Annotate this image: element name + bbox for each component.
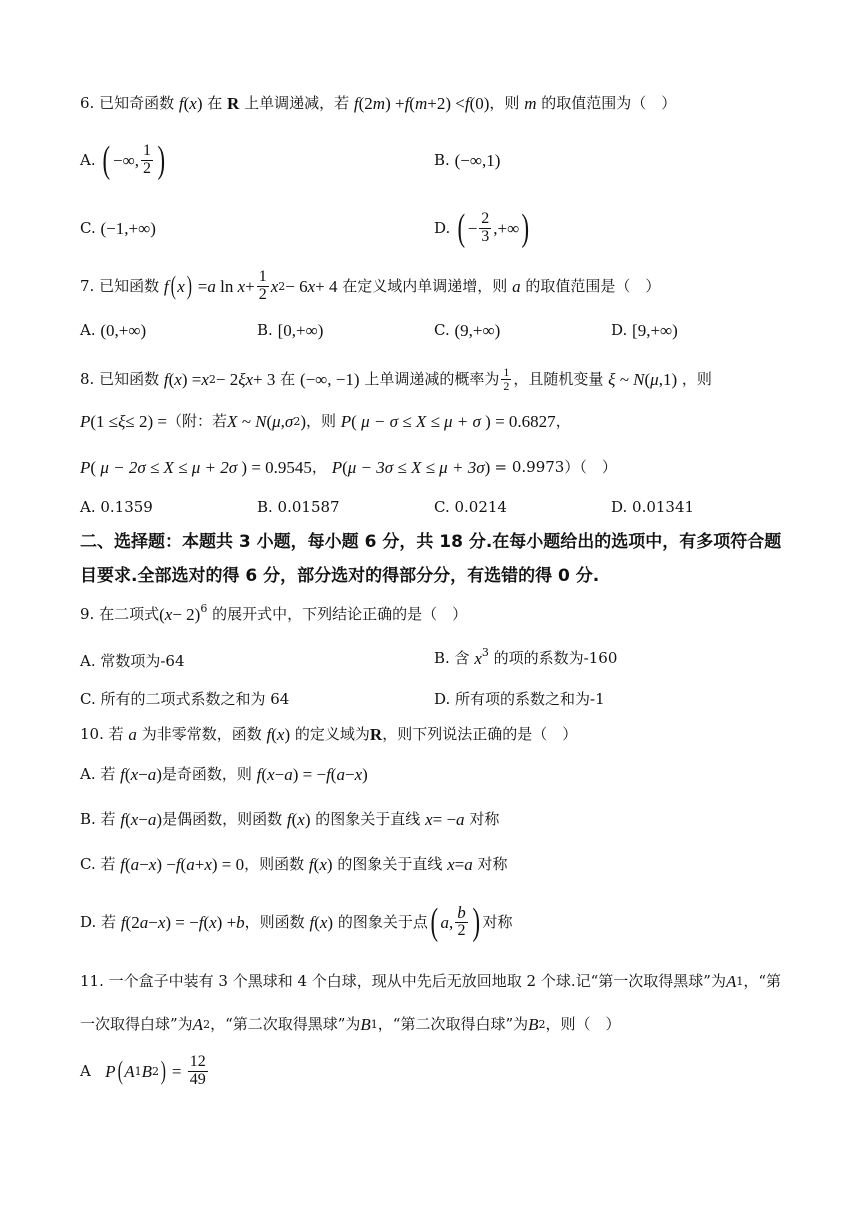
q8-option-c	[434, 500, 507, 515]
q9-number: 9. 在二项式	[80, 605, 160, 623]
option-label: B.	[257, 321, 273, 339]
q8-value-1: = 0.6827	[495, 412, 556, 431]
option-label: A.	[80, 150, 96, 169]
option-label: A. 0.1359	[80, 498, 153, 516]
option-text3: 对称	[477, 855, 508, 873]
q11-text5: ，“第二次取得白球”为	[377, 1015, 529, 1033]
section-heading-line2: 目要求.全部选对的得 6 分，部分选对的得部分分，有选错的得 0 分.	[80, 566, 600, 586]
q9-option-a	[80, 654, 185, 669]
q8-value-3: = 0.9973）（ ）	[494, 458, 617, 476]
q10-text3: ，则下列说法正确的是（ ）	[382, 725, 578, 743]
q7-option-d: D. [9,+∞)	[611, 321, 678, 340]
q11-option-a: A P ( A 1 B 2 ) = $\frac{12}{49}$	[80, 1052, 206, 1088]
q8-attach: （附：若	[167, 412, 228, 430]
q11-text2: ，“第	[743, 972, 782, 990]
option-text2: 的图象关于直线	[337, 855, 443, 873]
q10-option-d: D. 若 f (2 a − x ) = − f ( x ) + b ，则函数 f ( x ) 的图象关于点 ( a , b 2 ) 对称	[80, 901, 513, 943]
q8-line2: P (1 ≤ ξ ≤ 2) = （附：若 X ~ N ( μ , σ 2 ) ，则 P ( μ − σ ≤ X ≤ μ + σ ) = 0.6827 ，	[80, 412, 571, 431]
q8-number: 8. 已知函数	[80, 369, 160, 388]
q8-then: ，则	[305, 412, 336, 430]
option-text: 的项的系数为-160	[493, 649, 618, 667]
q7-text: 在定义域内单调递增，则	[342, 276, 508, 295]
option-text: 是奇函数，则	[161, 765, 252, 783]
option-text: ，则函数	[244, 912, 305, 931]
option-label: C. 若	[80, 855, 116, 873]
fraction: 1 2	[503, 364, 510, 393]
option-label: A.	[80, 321, 96, 339]
q6-stem: 6. 已知奇函数 f ( x ) 在 R 上单调递减，若 f (2 m ) + f ( m +2) < f (0) ，则 m 的取值范围为 （ ）	[80, 94, 677, 113]
q9-stem: 9. 在二项式 ( x − 2) $^6$ 的展开式中，下列结论正确的是（ ）	[80, 602, 468, 624]
q6-option-b: B. (−∞,1)	[434, 151, 501, 170]
option-text3: 对称	[482, 912, 513, 931]
fraction: $\frac{1}{2}$	[258, 267, 267, 303]
denominator: 49	[189, 1070, 206, 1088]
q8-option-a	[80, 500, 153, 515]
q8-text3: ，则	[681, 369, 712, 388]
q10-option-b: B. 若 f ( x − a ) 是偶函数，则函数 f ( x ) 的图象关于直线 x = − a 对称	[80, 810, 500, 829]
option-label: A	[80, 1061, 91, 1080]
option-text: 是偶函数，则函数	[162, 810, 283, 828]
option-text3: 对称	[469, 810, 500, 828]
option-label: D. 若	[80, 912, 117, 931]
option-label: C. 所有的二项式系数之和为 64	[80, 690, 290, 708]
option-label: B. 含	[434, 649, 470, 667]
option-text2: 的图象关于点	[337, 912, 428, 931]
q10-option-a: A. 若 f ( x − a ) 是奇函数，则 f ( x − a ) = − f ( a − x )	[80, 765, 368, 784]
q10-number: 10. 若	[80, 725, 124, 743]
q7-number: 7. 已知函数	[80, 276, 160, 295]
option-label: D.	[611, 321, 628, 339]
option-text: ，则函数	[244, 855, 305, 873]
q7-option-a: A. (0,+∞)	[80, 321, 147, 340]
option-text2: 的图象关于直线	[315, 810, 421, 828]
q6-number: 6. 已知奇函数	[80, 94, 175, 112]
option-label: C.	[80, 219, 96, 237]
option-label: B.	[434, 151, 450, 169]
q10-text: 为非零常数，函数	[141, 725, 262, 743]
q10-option-c: C. 若 f ( a − x ) − f ( a + x ) = 0 ，则函数 f ( x ) 的图象关于直线 x = a 对称	[80, 855, 508, 874]
q11-text6: ，则（ ）	[545, 1015, 621, 1033]
q6-option-a: A. ( −∞, 1 2 )	[80, 139, 166, 181]
fraction: 1 2	[143, 141, 152, 177]
numerator: 12	[189, 1052, 206, 1070]
section-heading-line1: 二、选择题：本题共 3 小题，每小题 6 分，共 18 分.在每小题给出的选项中，有多项符合题	[80, 532, 782, 552]
q7-option-b: B. [0,+∞)	[257, 321, 324, 340]
q8-line3: P ( μ − 2σ ≤ X ≤ μ + 2σ ) = 0.9545 ， P ( μ − 3σ ≤ X ≤ μ + 3σ ) = 0.9973）（ ）	[80, 458, 617, 477]
q9-option-d	[434, 692, 605, 707]
option-label: B. 0.01587	[257, 498, 340, 516]
q7-option-c: C. (9,+∞)	[434, 321, 501, 340]
fraction	[188, 1054, 208, 1089]
option-label: A. 若	[80, 765, 116, 783]
q11-line1: 11. 一个盒子中装有 3 个黑球和 4 个白球，现从中先后无放回地取 2 个球.记“第一次取得黑球”为 A 1 ，“第	[80, 972, 782, 991]
q8-option-d	[611, 500, 694, 515]
q8-text2: ，且随机变量	[513, 369, 604, 388]
q8-stem: 8. 已知函数 f ( x ) = x 2 − 2 ξx + 3 在 (−∞, −1) 上单调递减的概率为 1 2 ，且随机变量 ξ ~ N ( μ ,1) ，则	[80, 364, 712, 393]
q8-text: 上单调递减的概率为	[364, 369, 500, 388]
option-label: B. 若	[80, 810, 116, 828]
q6-option-d: D. ( − $\frac{2}{3}$ ,+∞ )	[434, 207, 530, 249]
option-label: C. 0.0214	[434, 498, 507, 516]
q8-option-b	[257, 500, 340, 515]
q8-value-2: = 0.9545	[251, 458, 312, 477]
option-label: D. 所有项的系数之和为-1	[434, 690, 605, 708]
q11-line2: 一次取得白球”为 A 2 ，“第二次取得黑球”为 B 1 ，“第二次取得白球”为 B 2 ，则（ ）	[80, 1015, 621, 1034]
option-label: D. 0.01341	[611, 498, 695, 516]
q7-stem: 7. 已知函数 f ( x ) = a ln x + $\frac{1}{2}$ x 2 − 6 x + 4 在定义域内单调递增，则 a 的取值范围是（ ）	[80, 267, 661, 303]
q11-text4: ，“第二次取得黑球”为	[210, 1015, 361, 1033]
q10-stem: 10. 若 a 为非零常数，函数 f ( x ) 的定义域为 R ，则下列说法正确的是（ ）	[80, 725, 578, 744]
option-label: A. 常数项为-64	[80, 652, 185, 670]
option-label: D.	[434, 218, 451, 237]
fraction: b 2	[457, 903, 466, 940]
q7-text2: 的取值范围是（ ）	[525, 276, 661, 295]
q9-option-c	[80, 692, 289, 707]
q9-option-b: B. 含 x $^3$ 的项的系数为-160	[434, 646, 618, 668]
q11-text3: 一次取得白球”为	[80, 1015, 193, 1033]
q6-option-c: C. (−1,+∞)	[80, 219, 156, 238]
fraction: $\frac{2}{3}$	[481, 209, 490, 245]
q10-text2: 的定义域为	[294, 725, 370, 743]
q9-text: 的展开式中，下列结论正确的是（ ）	[212, 605, 468, 623]
option-label: C.	[434, 321, 450, 339]
q11-text: 11. 一个盒子中装有 3 个黑球和 4 个白球，现从中先后无放回地取 2 个球.记“第一次取得黑球”为	[80, 972, 726, 990]
answer-paren: （ ）	[631, 94, 677, 112]
